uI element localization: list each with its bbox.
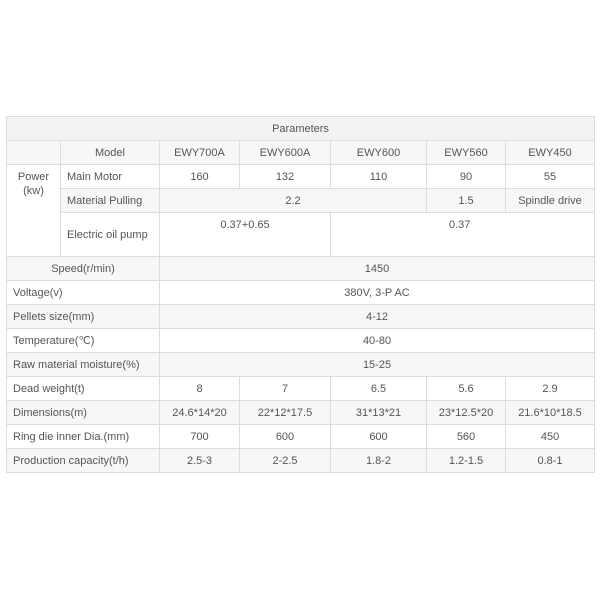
header-blank [7, 141, 61, 165]
ring-die-row [7, 425, 595, 449]
table-cell: 600 [331, 425, 427, 449]
power-label: Power (kw) [7, 165, 61, 257]
table-cell: 160 [160, 165, 240, 189]
pellets-size-label: Pellets size(mm) [7, 305, 160, 329]
title-row [7, 117, 595, 141]
temperature-row [7, 329, 595, 353]
voltage-row [7, 281, 595, 305]
table-cell: 5.6 [427, 377, 506, 401]
table-cell: 24.6*14*20 [160, 401, 240, 425]
table-cell: 1.8-2 [331, 449, 427, 473]
parameters-table [6, 116, 595, 473]
main-motor-label: Main Motor [61, 165, 160, 189]
table-cell: 15-25 [160, 353, 595, 377]
table-cell: Spindle drive [506, 189, 595, 213]
table-cell: 450 [506, 425, 595, 449]
temperature-label: Temperature(℃) [7, 329, 160, 353]
table-cell: 132 [240, 165, 331, 189]
table-cell: 2.5-3 [160, 449, 240, 473]
table-cell: 22*12*17.5 [240, 401, 331, 425]
table-cell: 600 [240, 425, 331, 449]
capacity-label: Production capacity(t/h) [7, 449, 160, 473]
model-label: Model [61, 141, 160, 165]
dead-weight-label: Dead weight(t) [7, 377, 160, 401]
model-name: EWY450 [506, 141, 595, 165]
dead-weight-row [7, 377, 595, 401]
speed-label: Speed(r/min) [7, 257, 160, 281]
material-pulling-row [7, 189, 595, 213]
model-name: EWY700A [160, 141, 240, 165]
table-cell: 110 [331, 165, 427, 189]
dimensions-row [7, 401, 595, 425]
main-motor-row [7, 165, 595, 189]
table-cell: 21.6*10*18.5 [506, 401, 595, 425]
electric-oil-pump-row [7, 213, 595, 257]
model-name: EWY560 [427, 141, 506, 165]
table-cell: 0.37+0.65 [160, 213, 331, 257]
table-cell: 2.9 [506, 377, 595, 401]
table-cell: 23*12.5*20 [427, 401, 506, 425]
header-row [7, 141, 595, 165]
speed-row [7, 257, 595, 281]
table-cell: 8 [160, 377, 240, 401]
ring-die-label: Ring die inner Dia.(mm) [7, 425, 160, 449]
table-cell: 7 [240, 377, 331, 401]
table-cell: 40-80 [160, 329, 595, 353]
table-cell: 0.37 [331, 213, 595, 257]
dimensions-label: Dimensions(m) [7, 401, 160, 425]
table-cell: 2-2.5 [240, 449, 331, 473]
model-name: EWY600 [331, 141, 427, 165]
table-cell: 55 [506, 165, 595, 189]
table-title: Parameters [7, 117, 595, 141]
raw-moisture-label: Raw material moisture(%) [7, 353, 160, 377]
table-cell: 560 [427, 425, 506, 449]
pellets-size-row [7, 305, 595, 329]
table-cell: 1450 [160, 257, 595, 281]
raw-moisture-row [7, 353, 595, 377]
table-cell: 0.8-1 [506, 449, 595, 473]
voltage-label: Voltage(v) [7, 281, 160, 305]
table-cell: 4-12 [160, 305, 595, 329]
table-cell: 90 [427, 165, 506, 189]
table-cell: 1.5 [427, 189, 506, 213]
table-cell: 2.2 [160, 189, 427, 213]
table-cell: 380V, 3-P AC [160, 281, 595, 305]
material-pulling-label: Material Pulling [61, 189, 160, 213]
table-cell: 700 [160, 425, 240, 449]
electric-oil-pump-label: Electric oil pump [61, 213, 160, 257]
model-name: EWY600A [240, 141, 331, 165]
table-cell: 31*13*21 [331, 401, 427, 425]
table-cell: 1.2-1.5 [427, 449, 506, 473]
table-cell: 6.5 [331, 377, 427, 401]
capacity-row [7, 449, 595, 473]
